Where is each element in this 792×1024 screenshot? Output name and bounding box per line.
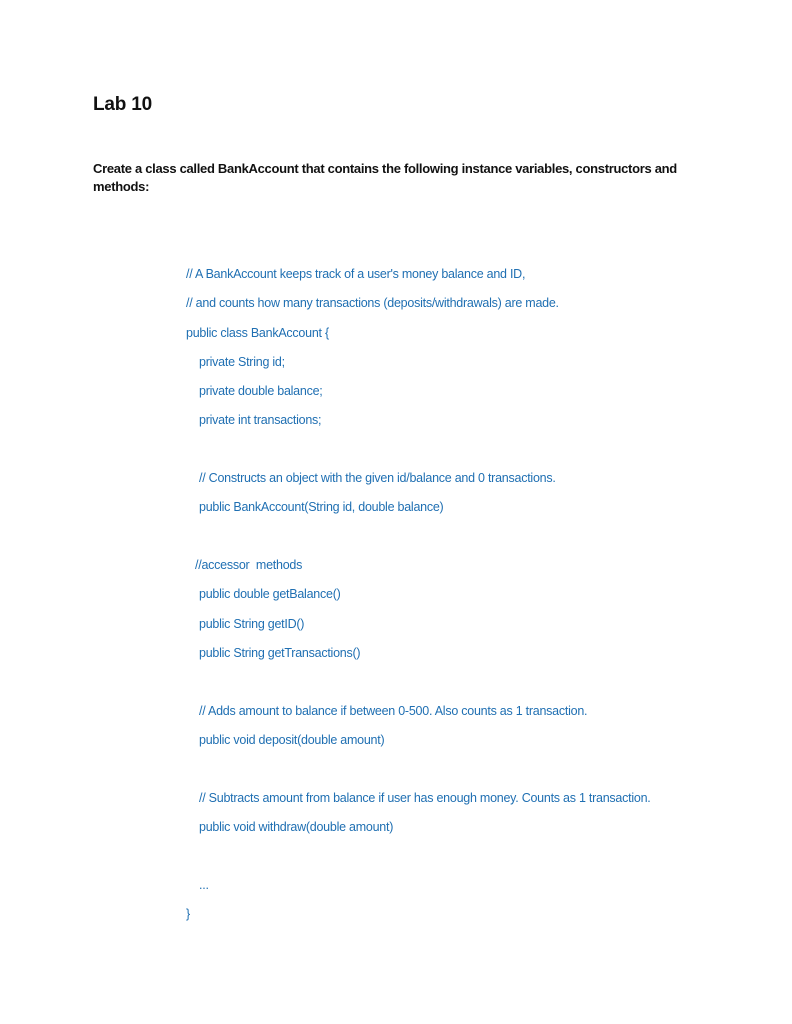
- code-comment-line: // A BankAccount keeps track of a user's money balance and ID,: [186, 267, 526, 281]
- class-declaration-line: public class BankAccount {: [186, 326, 329, 340]
- method-withdraw-line: public void withdraw(double amount): [199, 820, 394, 834]
- field-transactions-line: private int transactions;: [199, 413, 322, 427]
- code-comment-line: // and counts how many transactions (deposits/withdrawals) are made.: [186, 296, 559, 310]
- ellipsis-line: ...: [199, 878, 209, 892]
- code-comment-line: // Adds amount to balance if between 0-500. Also counts as 1 transaction.: [199, 704, 588, 718]
- closing-brace-line: }: [186, 907, 190, 921]
- method-get-balance-line: public double getBalance(): [199, 587, 341, 601]
- page-title: Lab 10: [93, 94, 152, 115]
- constructor-line: public BankAccount(String id, double balance): [199, 500, 444, 514]
- method-get-id-line: public String getID(): [199, 617, 305, 631]
- method-get-transactions-line: public String getTransactions(): [199, 646, 361, 660]
- instructions-text: Create a class called BankAccount that contains the following instance variables, constructors and methods:: [93, 161, 677, 194]
- code-comment-line: // Subtracts amount from balance if user has enough money. Counts as 1 transaction.: [199, 791, 651, 805]
- code-comment-line: // Constructs an object with the given id/balance and 0 transactions.: [199, 471, 556, 485]
- method-deposit-line: public void deposit(double amount): [199, 733, 385, 747]
- field-id-line: private String id;: [199, 355, 285, 369]
- code-comment-line: //accessor methods: [195, 558, 303, 572]
- field-balance-line: private double balance;: [199, 384, 323, 398]
